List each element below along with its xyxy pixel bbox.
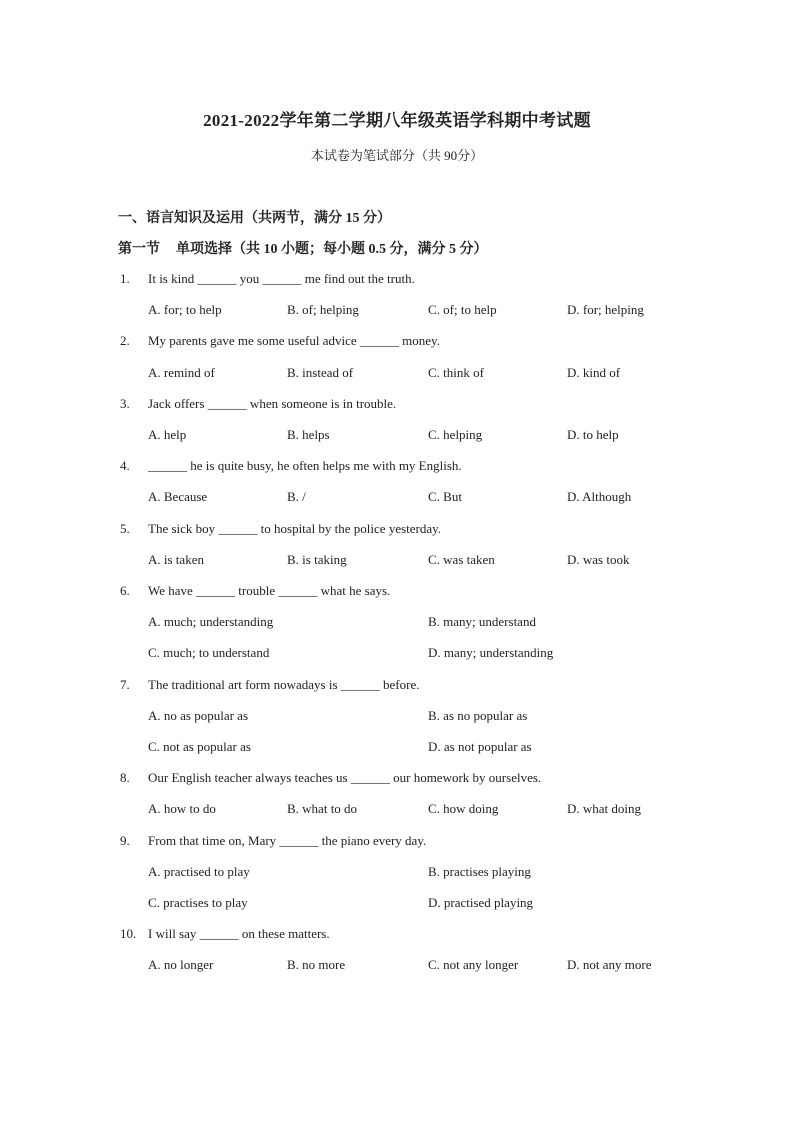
question-number: 7. [120, 677, 130, 692]
page-title: 2021-2022学年第二学期八年级英语学科期中考试题 [203, 111, 591, 130]
question-text: The traditional art form nowadays is ______ before. [148, 677, 420, 692]
option-d: D. what doing [567, 801, 642, 816]
page-subtitle: 本试卷为笔试部分（共 90分） [310, 148, 484, 163]
option-d: D. kind of [567, 365, 621, 380]
part-heading [118, 238, 488, 258]
option-a: A. help [148, 427, 187, 442]
question-text: It is kind ______ you ______ me find out the truth. [148, 271, 415, 286]
option-a: A. is taken [148, 552, 204, 567]
question-text: ______ he is quite busy, he often helps me with my English. [148, 458, 462, 473]
question-text: The sick boy ______ to hospital by the police yesterday. [148, 521, 442, 536]
option-b: B. instead of [287, 365, 354, 380]
question-text: Jack offers ______ when someone is in trouble. [148, 396, 397, 411]
question-text: Our English teacher always teaches us ______ our homework by ourselves. [148, 770, 542, 785]
question-number: 1. [120, 271, 130, 286]
option-a: A. how to do [148, 801, 216, 816]
option-d: D. to help [567, 427, 619, 442]
option-b: B. is taking [287, 552, 347, 567]
option-c: C. helping [428, 427, 483, 442]
part-label: 第一节 [118, 242, 160, 257]
option-b: B. practises playing [428, 864, 531, 879]
question-number: 2. [120, 333, 130, 348]
question-number: 3. [120, 396, 130, 411]
option-d: D. many; understanding [428, 645, 554, 660]
option-a: A. for; to help [148, 302, 222, 317]
option-b: B. many; understand [428, 614, 536, 629]
option-b: B. no more [287, 957, 346, 972]
option-d: D. as not popular as [428, 739, 532, 754]
option-b: B. helps [287, 427, 330, 442]
question-text: We have ______ trouble ______ what he says. [148, 583, 391, 598]
option-c: C. much; to understand [148, 645, 270, 660]
option-c: C. think of [428, 365, 484, 380]
question-number: 9. [120, 833, 130, 848]
option-c: C. of; to help [428, 302, 497, 317]
question-number: 8. [120, 770, 130, 785]
option-d: D. Although [567, 489, 632, 504]
question-text: My parents gave me some useful advice ______ money. [148, 333, 440, 348]
option-c: C. was taken [428, 552, 495, 567]
question-number: 5. [120, 521, 130, 536]
question-text: I will say ______ on these matters. [148, 926, 330, 941]
option-d: D. was took [567, 552, 630, 567]
question-number: 10. [120, 926, 137, 941]
question-text: From that time on, Mary ______ the piano every day. [148, 833, 427, 848]
option-b: B. what to do [287, 801, 358, 816]
option-b: B. as no popular as [428, 708, 528, 723]
option-a: A. remind of [148, 365, 215, 380]
option-c: C. how doing [428, 801, 499, 816]
option-a: A. much; understanding [148, 614, 274, 629]
option-c: C. not as popular as [148, 739, 251, 754]
question-number: 4. [120, 458, 130, 473]
option-c: C. But [428, 489, 462, 504]
option-a: A. no longer [148, 957, 214, 972]
option-b: B. of; helping [287, 302, 359, 317]
option-a: A. Because [148, 489, 208, 504]
option-d: D. not any more [567, 957, 652, 972]
option-a: A. practised to play [148, 864, 250, 879]
option-c: C. not any longer [428, 957, 519, 972]
option-a: A. no as popular as [148, 708, 249, 723]
part-name: 单项选择（共 10 小题；每小题 0.5 分，满分 5 分） [176, 242, 488, 257]
option-c: C. practises to play [148, 895, 248, 910]
option-b: B. / [287, 489, 306, 504]
question-number: 6. [120, 583, 130, 598]
option-d: D. practised playing [428, 895, 534, 910]
section-heading: 一、语言知识及运用（共两节，满分 15 分） [118, 211, 391, 226]
option-d: D. for; helping [567, 302, 644, 317]
